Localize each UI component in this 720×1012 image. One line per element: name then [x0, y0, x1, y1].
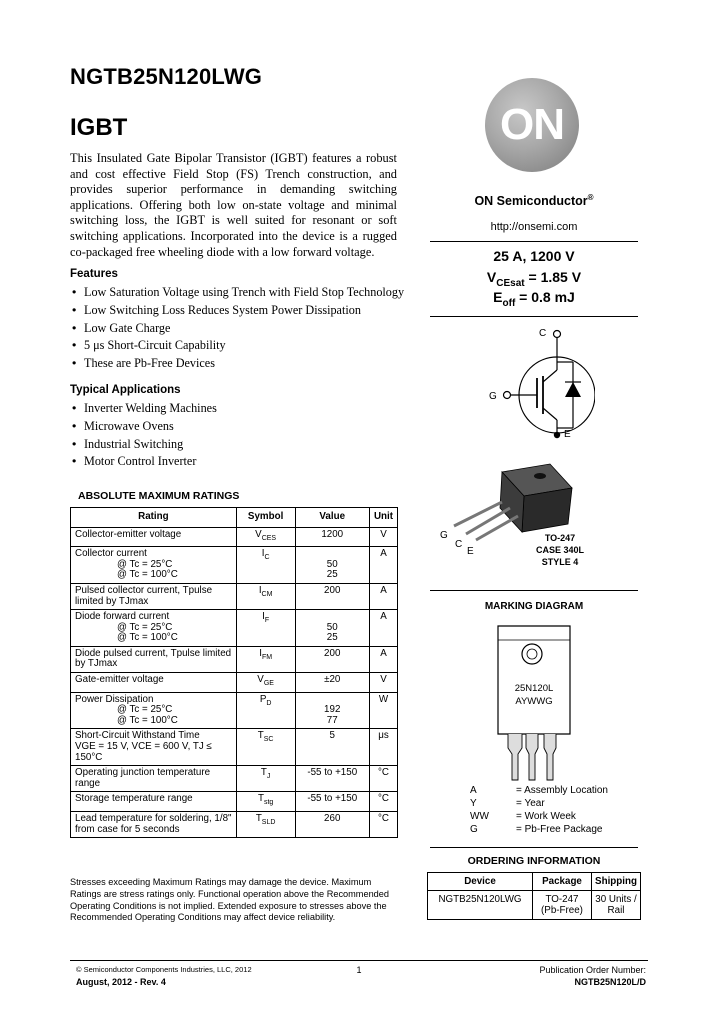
legend-code: G — [470, 824, 478, 835]
symbol-letter: T — [257, 730, 264, 742]
unit-cell: μs — [369, 729, 397, 766]
spec-current-voltage: 25 A, 1200 V — [493, 248, 575, 264]
unit-cell: V — [369, 527, 397, 547]
col-header-value: Value — [295, 508, 369, 528]
table-row — [71, 610, 398, 647]
rating-cell — [71, 729, 237, 766]
legend-desc: = Year — [516, 798, 545, 809]
col-header-package: Package — [533, 873, 592, 891]
eoff-subscript: off — [502, 297, 516, 309]
value-cell — [295, 583, 369, 609]
rating-text: @ Tc = 25°C — [117, 621, 173, 633]
ordering-header-row — [428, 873, 641, 891]
rating-text: from case for 5 seconds — [75, 823, 180, 835]
table-row — [71, 583, 398, 609]
rating-text: @ Tc = 100°C — [117, 714, 178, 726]
feature-item: • Low Switching Loss Reduces System Power Dissipation — [72, 302, 404, 320]
footer-divider — [70, 960, 648, 961]
ordering-package — [533, 891, 592, 920]
ordering-device: NGTB25N120LWG — [428, 891, 533, 920]
value-text: 50 — [326, 558, 338, 570]
rating-text: @ Tc = 100°C — [117, 569, 178, 581]
rating-text: Operating junction temperature — [75, 767, 211, 779]
value-cell — [295, 729, 369, 766]
logo-text: ON — [500, 100, 564, 149]
eoff-symbol: E — [493, 289, 503, 305]
rating-text: @ Tc = 25°C — [117, 704, 173, 716]
divider — [430, 241, 638, 242]
legend-row — [470, 784, 608, 797]
spec-vcesat — [430, 269, 638, 289]
feature-item: • 5 μs Short-Circuit Capability — [72, 337, 404, 355]
rating-text: Lead temperature for soldering, 1/8" — [75, 812, 232, 824]
rating-cell — [71, 766, 237, 792]
applications-heading: Typical Applications — [70, 384, 181, 396]
schematic-label-collector: C — [539, 328, 547, 339]
value-cell — [295, 646, 369, 672]
table-row — [71, 766, 398, 792]
symbol-cell — [236, 673, 295, 693]
vce-symbol: V — [486, 269, 497, 285]
applications-list — [72, 400, 217, 471]
rating-text: range — [75, 777, 101, 789]
package-case: CASE 340L — [535, 545, 585, 555]
symbol-letter: P — [259, 693, 267, 705]
symbol-letter: I — [258, 584, 262, 596]
marking-line-1: 25N120L — [514, 683, 554, 694]
symbol-cell — [236, 583, 295, 609]
table-row — [71, 527, 398, 547]
value-text: 5 — [329, 730, 335, 742]
symbol-subscript: FM — [261, 653, 273, 661]
rating-text: Diode forward current — [75, 611, 170, 623]
rating-text: @ Tc = 25°C — [117, 558, 173, 570]
symbol-subscript: CM — [261, 590, 273, 598]
to247-package-drawing — [440, 462, 580, 542]
ratings-body — [71, 527, 398, 838]
value-text: 192 — [324, 704, 341, 716]
schematic-label-emitter: E — [564, 429, 571, 440]
emitter-terminal — [554, 432, 560, 438]
table-row — [428, 891, 641, 920]
symbol-subscript: stg — [263, 799, 274, 807]
package-pin-gate: G — [440, 530, 448, 541]
unit-cell: A — [369, 547, 397, 584]
col-header-symbol: Symbol — [236, 508, 295, 528]
ordering-package-name: TO-247 — [545, 894, 579, 905]
features-list — [72, 284, 404, 373]
ordering-info-title: ORDERING INFORMATION — [467, 855, 601, 867]
value-cell — [295, 792, 369, 812]
col-header-device: Device — [428, 873, 533, 891]
package-name: TO-247 — [544, 533, 576, 543]
symbol-letter: V — [255, 528, 262, 540]
symbol-cell — [236, 811, 295, 837]
unit-cell: A — [369, 646, 397, 672]
rating-text: @ Tc = 100°C — [117, 632, 178, 644]
value-cell — [295, 766, 369, 792]
value-cell — [295, 673, 369, 693]
gate-terminal — [504, 392, 511, 399]
col-header-shipping: Shipping — [592, 873, 641, 891]
package-pin-collector: C — [455, 539, 463, 550]
legend-row — [470, 823, 608, 836]
table-row — [71, 811, 398, 837]
value-text: 200 — [324, 647, 341, 659]
eoff-value: = 0.8 mJ — [515, 289, 575, 305]
value-text: ±20 — [324, 674, 341, 686]
package-pin-emitter: E — [467, 546, 474, 557]
application-item: • Microwave Ovens — [72, 418, 217, 436]
rating-cell — [71, 811, 237, 837]
rating-text: Storage temperature range — [75, 793, 193, 805]
diode-triangle — [565, 382, 581, 397]
table-row — [71, 692, 398, 729]
legend-code: Y — [470, 798, 477, 809]
package-style: STYLE 4 — [541, 557, 579, 567]
table-row — [71, 646, 398, 672]
symbol-subscript: C — [264, 554, 270, 562]
legend-desc: = Work Week — [516, 811, 576, 822]
symbol-cell — [236, 610, 295, 647]
unit-cell: °C — [369, 792, 397, 812]
value-cell — [295, 527, 369, 547]
rating-cell — [71, 527, 237, 547]
symbol-subscript: SC — [263, 736, 274, 744]
value-cell — [295, 811, 369, 837]
value-text: -55 to +150 — [307, 793, 358, 805]
ratings-table-title: ABSOLUTE MAXIMUM RATINGS — [78, 490, 240, 502]
footer-publication-number: NGTB25N120L/D — [574, 977, 646, 987]
symbol-subscript: SLD — [261, 818, 276, 826]
symbol-letter: T — [260, 767, 267, 779]
rating-text: Collector current — [75, 548, 147, 560]
unit-cell: °C — [369, 811, 397, 837]
symbol-cell — [236, 527, 295, 547]
feature-item: • Low Saturation Voltage using Trench with Field Stop Technology — [72, 284, 404, 302]
feature-item: • Low Gate Charge — [72, 320, 404, 338]
value-cell — [295, 547, 369, 584]
symbol-subscript: F — [264, 617, 270, 625]
package-label — [470, 532, 650, 568]
table-row — [71, 547, 398, 584]
company-name-text: ON Semiconductor — [474, 194, 588, 209]
ordering-shipping: 30 Units / Rail — [592, 891, 641, 920]
rating-text: Short-Circuit Withstand Time — [75, 730, 200, 742]
device-type-heading: IGBT — [70, 114, 128, 141]
rating-text: Diode pulsed current, Tpulse limited — [75, 647, 232, 659]
unit-cell: A — [369, 583, 397, 609]
marking-diagram-title: MARKING DIAGRAM — [484, 601, 584, 612]
symbol-cell — [236, 792, 295, 812]
symbol-letter: I — [261, 548, 265, 560]
symbol-subscript: J — [266, 773, 271, 781]
feature-item: • These are Pb-Free Devices — [72, 355, 404, 373]
application-item: • Industrial Switching — [72, 436, 217, 454]
unit-cell: V — [369, 673, 397, 693]
value-cell — [295, 692, 369, 729]
value-text: 1200 — [321, 528, 344, 540]
unit-cell: A — [369, 610, 397, 647]
value-text: 77 — [326, 714, 338, 726]
ordering-info-table — [427, 872, 641, 920]
table-row — [71, 673, 398, 693]
collector-terminal — [554, 331, 561, 338]
table-row — [71, 729, 398, 766]
footer-date-revision: August, 2012 - Rev. 4 — [76, 977, 166, 987]
symbol-subscript: CES — [261, 534, 277, 542]
part-number-title: NGTB25N120LWG — [70, 64, 263, 89]
value-text: 50 — [326, 621, 338, 633]
rating-cell — [71, 692, 237, 729]
symbol-subscript: D — [266, 699, 272, 707]
ratings-note: Stresses exceeding Maximum Ratings may damage the device. Maximum Ratings are stress ratings only. Functional operation above the Recommended Operating Conditions is not implied. Extended exposure to stresses above the Recommended Operating Conditions may affect device reliability. — [70, 877, 390, 923]
divider — [430, 847, 638, 848]
igbt-schematic-symbol — [485, 322, 595, 444]
value-text: 25 — [326, 569, 338, 581]
marking-text — [494, 682, 574, 708]
symbol-cell — [236, 646, 295, 672]
ratings-header-row — [71, 508, 398, 528]
unit-cell: °C — [369, 766, 397, 792]
legend-code: WW — [470, 811, 489, 822]
spec-eoff — [430, 289, 638, 309]
divider — [430, 316, 638, 317]
symbol-cell — [236, 729, 295, 766]
legend-desc: = Assembly Location — [516, 785, 608, 796]
legend-code: A — [470, 785, 477, 796]
vce-subscript: CEsat — [496, 277, 525, 289]
legend-row — [470, 810, 608, 823]
trademark-mark: ® — [587, 193, 594, 202]
rating-text: Gate-emitter voltage — [75, 674, 164, 686]
on-semiconductor-logo — [485, 78, 579, 172]
rating-cell — [71, 610, 237, 647]
symbol-letter: V — [257, 674, 264, 686]
col-header-unit: Unit — [369, 508, 397, 528]
marking-line-2: AYWWG — [515, 696, 553, 707]
footer-page-number: 1 — [356, 965, 362, 975]
rating-text: Pulsed collector current, Tpulse — [75, 584, 213, 596]
col-header-rating: Rating — [71, 508, 237, 528]
unit-cell: W — [369, 692, 397, 729]
rating-text: VGE = 15 V, VCE = 600 V, TJ ≤ 150°C — [75, 741, 212, 763]
symbol-cell — [236, 547, 295, 584]
divider — [430, 590, 638, 591]
ordering-package-note: (Pb-Free) — [541, 905, 583, 916]
schematic-label-gate: G — [489, 391, 497, 402]
rating-text: by TJmax — [75, 658, 118, 670]
company-website-link[interactable]: http://onsemi.com — [490, 221, 578, 233]
rating-text: Collector-emitter voltage — [75, 528, 182, 540]
table-row — [71, 792, 398, 812]
legend-row — [470, 797, 608, 810]
value-text: 25 — [326, 632, 338, 644]
rating-cell — [71, 792, 237, 812]
application-item: • Inverter Welding Machines — [72, 400, 217, 418]
rating-cell — [71, 646, 237, 672]
value-text: -55 to +150 — [307, 767, 358, 779]
legend-desc: = Pb-Free Package — [516, 824, 603, 835]
vce-value: = 1.85 V — [524, 269, 582, 285]
company-name — [430, 193, 638, 208]
features-heading: Features — [70, 268, 118, 280]
rating-text: Power Dissipation — [75, 693, 154, 705]
footer-publication-label: Publication Order Number: — [539, 965, 646, 975]
symbol-letter: T — [255, 812, 262, 824]
value-text: 260 — [324, 812, 341, 824]
value-text: 200 — [324, 584, 341, 596]
footer-copyright: © Semiconductor Components Industries, LLC, 2012 — [76, 965, 252, 974]
rating-cell — [71, 547, 237, 584]
symbol-letter: T — [257, 793, 264, 805]
symbol-subscript: GE — [263, 680, 274, 688]
value-cell — [295, 610, 369, 647]
rating-cell — [71, 673, 237, 693]
application-item: • Motor Control Inverter — [72, 453, 217, 471]
rating-cell — [71, 583, 237, 609]
symbol-letter: I — [262, 611, 265, 623]
marking-legend — [470, 784, 608, 836]
symbol-letter: I — [259, 647, 262, 659]
absolute-maximum-ratings-table — [70, 507, 398, 838]
intro-paragraph: This Insulated Gate Bipolar Transistor (IGBT) features a robust and cost effective Field Stop (FS) Trench construction, and provides superior performance in demanding switching applications. Offering both low on-state voltage and minimal switching loss, the IGBT is well suited for resonant or soft switching applications. Incorporated into the device is a rugged co-packaged free wheeling diode with a low forward voltage. — [70, 151, 397, 259]
rating-text: limited by TJmax — [75, 595, 149, 607]
symbol-cell — [236, 692, 295, 729]
symbol-cell — [236, 766, 295, 792]
